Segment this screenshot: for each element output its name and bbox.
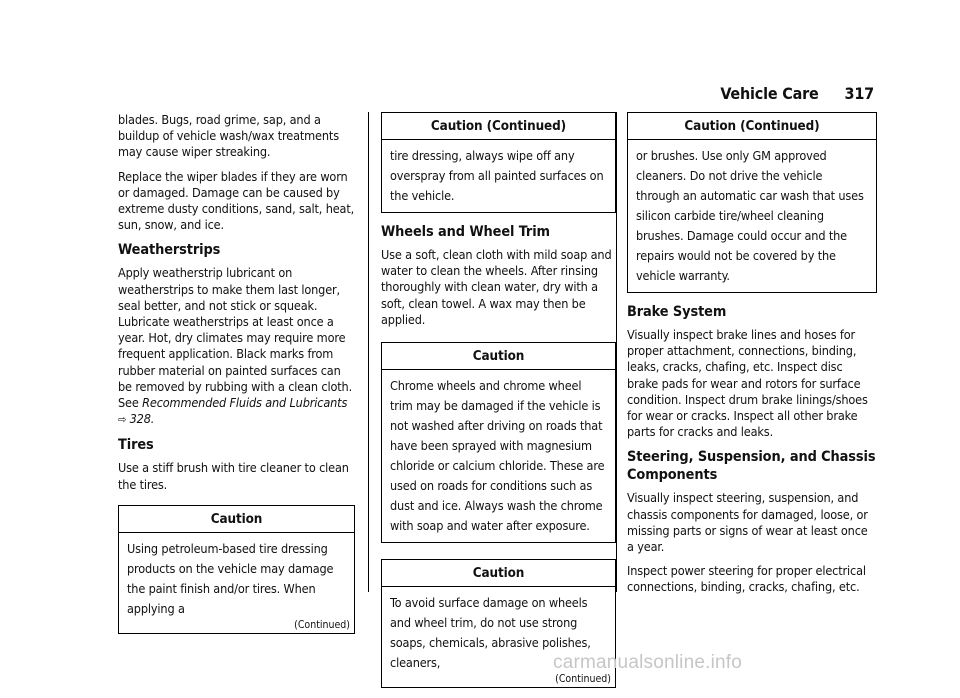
caution-title: Caution xyxy=(382,560,615,587)
caution-box-continued xyxy=(381,112,616,213)
caution-title: Caution (Continued) xyxy=(382,113,615,140)
column-divider xyxy=(368,112,369,592)
caution-text: Using petroleum-based tire dressing products on the vehicle may damage the paint finish and/or tires. When applying a xyxy=(127,540,334,616)
section-heading-steering: Steering, Suspension, and Chassis Components xyxy=(627,449,876,484)
caution-text: To avoid surface damage on wheels and wheel trim, do not use strong soaps, chemicals, abrasive polishes, cleaners, xyxy=(390,595,591,671)
caution-box xyxy=(381,342,616,543)
cross-reference-link[interactable]: Recommended Fluids and Lubricants xyxy=(142,395,348,411)
caution-text: Chrome wheels and chrome wheel trim may be damaged if the vehicle is not washed after driving on roads that have been sprayed with magnesium chloride or calcium chloride. These are used on roads for conditions such as dust and ice. Always wash the chrome with soap and water after exposure. xyxy=(390,378,605,534)
column-middle xyxy=(381,112,616,698)
column-left xyxy=(118,112,355,644)
section-heading-wheels: Wheels and Wheel Trim xyxy=(381,224,550,240)
paragraph: Visually inspect brake lines and hoses for proper attachment, connections, binding, leaks, cracks, chafing, etc. Inspect disc brake pads for wear and rotors for surface condition. Inspect drum brake linings/shoes for wear or cracks. Inspect all other brake parts for cracks and leaks. xyxy=(627,327,868,440)
caution-box xyxy=(118,505,355,634)
caution-box-continued xyxy=(627,112,877,293)
paragraph-text: Apply weatherstrip lubricant on weatherstrips to make them last longer, seal better, and not stick or squeak. Lubricate weatherstrips at least once a year. Hot, dry climates may require more frequent application. Black marks from rubber material on painted surfaces can be removed by rubbing with a clean cloth. See xyxy=(118,265,353,411)
paragraph xyxy=(118,265,355,428)
caution-title: Caution (Continued) xyxy=(628,113,876,140)
section-heading-tires: Tires xyxy=(118,437,154,454)
page-number: 317 xyxy=(844,84,874,103)
continued-label: (Continued) xyxy=(555,673,611,686)
page-header xyxy=(640,84,874,103)
section-heading-brake-system: Brake System xyxy=(627,304,727,320)
caution-title: Caution xyxy=(382,343,615,370)
paragraph: blades. Bugs, road grime, sap, and a buildup of vehicle wash/wax treatments may cause wiper streaking. xyxy=(118,112,339,160)
paragraph: Visually inspect steering, suspension, and chassis components for damaged, loose, or missing parts or signs of wear at least once a year. xyxy=(627,490,868,555)
column-divider xyxy=(616,112,617,592)
caution-text: or brushes. Use only GM approved cleaners. Do not drive the vehicle through an automatic car wash that uses silicon carbide tire/wheel cleaning brushes. Damage could occur and the repairs would not be covered by the vehicle warranty. xyxy=(636,148,864,283)
reference-page[interactable]: 328. xyxy=(129,411,155,427)
paragraph: Use a stiff brush with tire cleaner to clean the tires. xyxy=(118,460,349,492)
continued-label: (Continued) xyxy=(294,618,350,631)
section-heading-weatherstrips: Weatherstrips xyxy=(118,242,221,259)
column-right xyxy=(627,112,877,604)
paragraph: Replace the wiper blades if they are worn or damaged. Damage can be caused by extreme dusty conditions, sand, salt, heat, sun, snow, and ice. xyxy=(118,168,355,233)
caution-title: Caution xyxy=(119,506,354,533)
watermark: carmanualsonline.info xyxy=(553,652,743,673)
paragraph: Inspect power steering for proper electrical connections, binding, cracks, chafing, etc. xyxy=(627,563,866,595)
paragraph: Use a soft, clean cloth with mild soap and water to clean the wheels. After rinsing thoroughly with clean water, dry with a soft, clean towel. A wax may then be applied. xyxy=(381,247,612,327)
caution-text: tire dressing, always wipe off any overspray from all painted surfaces on the vehicle. xyxy=(390,148,604,203)
page-arrow-icon: ⇨ xyxy=(118,413,127,427)
section-title: Vehicle Care xyxy=(720,84,819,103)
